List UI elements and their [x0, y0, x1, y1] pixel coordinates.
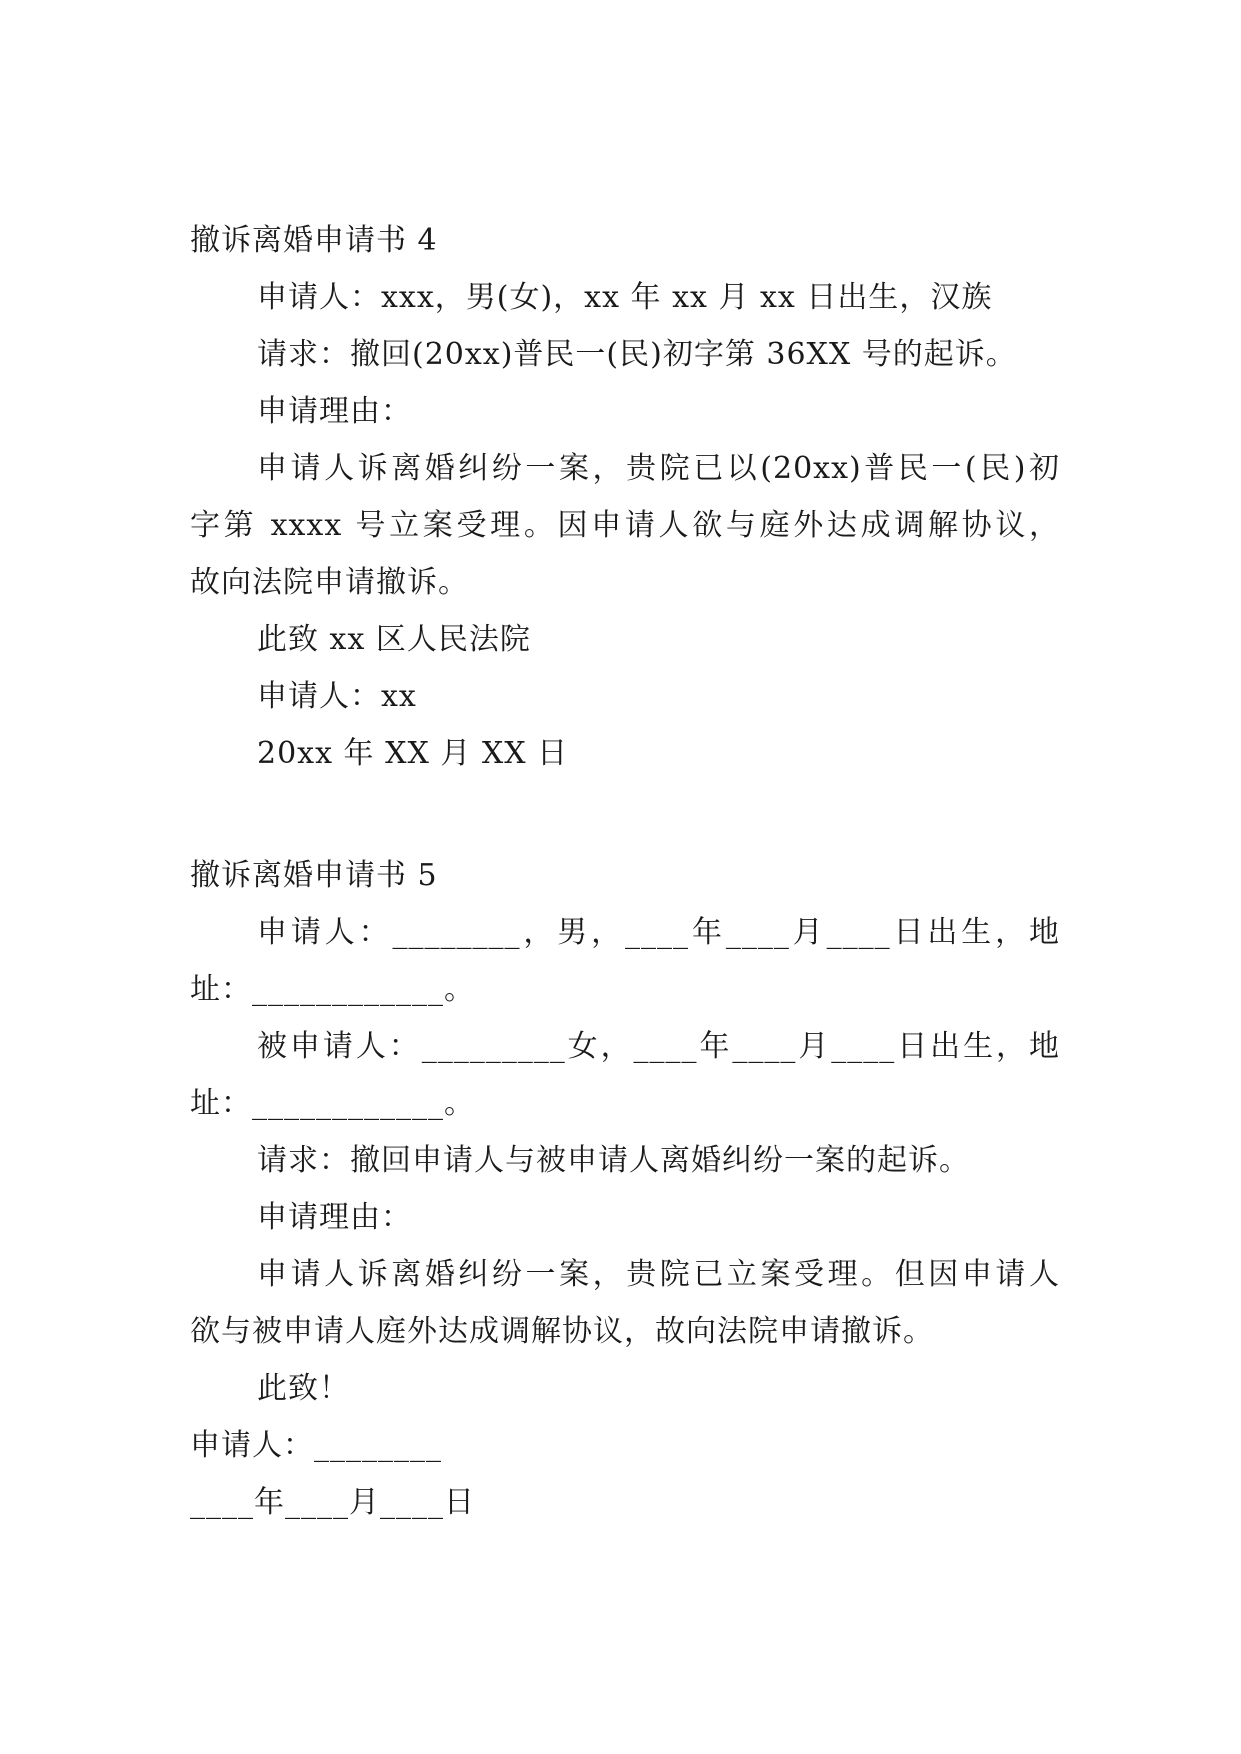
section-5-date: ____年____月____日 [190, 1485, 475, 1520]
section-4-addressee: 此致 xx 区人民法院 [257, 622, 531, 657]
section-5-reason-heading: 申请理由： [257, 1200, 412, 1235]
section-4-applicant: 申请人：xxx，男(女)，xx 年 xx 月 xx 日出生，汉族 [257, 280, 993, 315]
section-5-title: 撤诉离婚申请书 5 [190, 858, 438, 893]
section-4-title: 撤诉离婚申请书 4 [190, 223, 438, 258]
section-5-respondent-line-2: 址：____________。 [190, 1086, 475, 1121]
section-4-date: 20xx 年 XX 月 XX 日 [257, 736, 569, 771]
section-5-applicant-line-2: 址：____________。 [190, 972, 475, 1007]
section-5-signature: 申请人：________ [190, 1428, 442, 1463]
section-4-reason-line-1: 申请人诉离婚纠纷一案，贵院已以(20xx)普民一(民)初 [257, 451, 1060, 486]
section-5-respondent-line-1: 被申请人：_________女，____年____月____日出生，地 [257, 1029, 1060, 1064]
section-5-reason-line-1: 申请人诉离婚纠纷一案，贵院已立案受理。但因申请人 [257, 1257, 1060, 1292]
section-5-request: 请求：撤回申请人与被申请人离婚纠纷一案的起诉。 [257, 1143, 970, 1178]
section-5-applicant-line-1: 申请人：________，男，____年____月____日出生，地 [257, 915, 1060, 950]
section-4-reason-heading: 申请理由： [257, 394, 412, 429]
section-5-closing: 此致！ [257, 1371, 350, 1406]
section-4-reason-line-3: 故向法院申请撤诉。 [190, 565, 469, 600]
section-4-reason-line-2: 字第 xxxx 号立案受理。因申请人欲与庭外达成调解协议， [190, 508, 1060, 543]
section-5-reason-line-2: 欲与被申请人庭外达成调解协议，故向法院申请撤诉。 [190, 1314, 934, 1349]
section-4-signature: 申请人：xx [257, 679, 417, 714]
section-4-request: 请求：撤回(20xx)普民一(民)初字第 36XX 号的起诉。 [257, 337, 1017, 372]
